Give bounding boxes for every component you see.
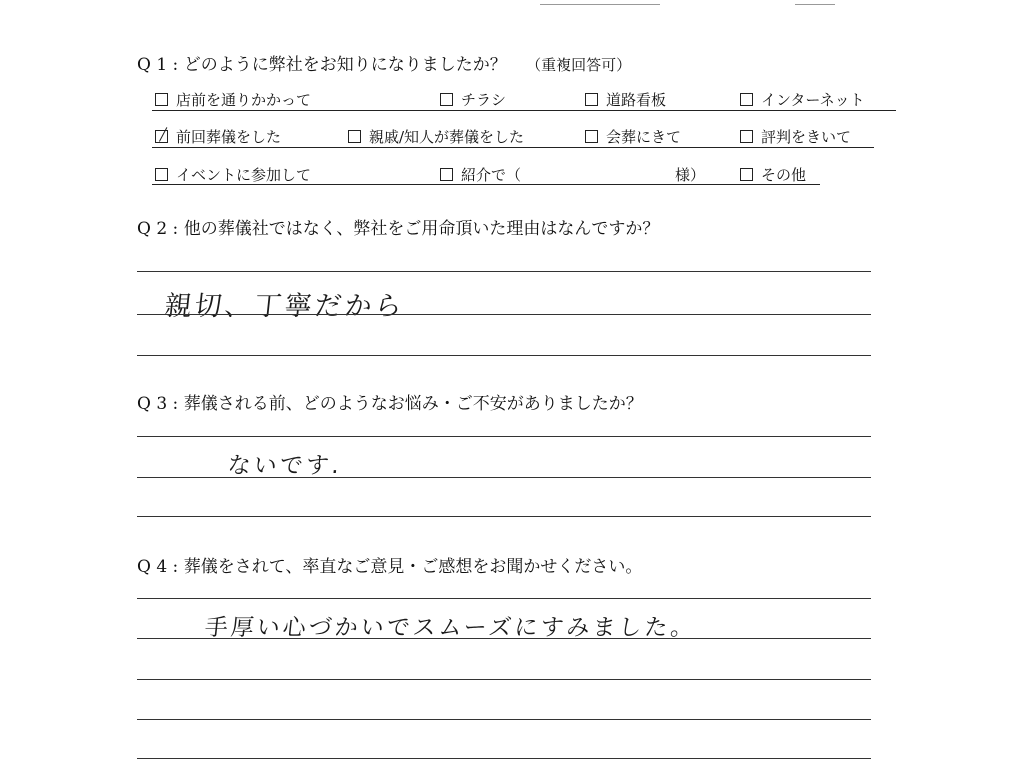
option-relative-funeral[interactable] (348, 126, 524, 147)
checkbox-icon[interactable] (585, 130, 598, 143)
question-2-label: Q 2 : (137, 219, 179, 239)
option-label: インターネット (761, 91, 865, 109)
cropped-header-fragment (540, 0, 660, 5)
checkbox-icon[interactable] (740, 93, 753, 106)
answer-line (137, 516, 871, 517)
checkbox-icon[interactable] (155, 168, 168, 181)
answer-line (137, 598, 871, 599)
option-label: イベントに参加して (176, 166, 312, 184)
option-label: 前回葬儀をした (176, 128, 282, 146)
answer-4-handwriting[interactable]: 手厚い心づかいでスムーズにすみました。 (203, 615, 698, 641)
checkbox-icon[interactable] (740, 130, 753, 143)
question-4 (137, 552, 642, 577)
checkbox-icon[interactable] (740, 168, 753, 181)
option-flyer[interactable] (440, 89, 506, 110)
option-label: その他 (761, 166, 807, 184)
option-shopfront[interactable] (155, 89, 311, 110)
answer-line (137, 719, 871, 720)
question-2-text: 他の葬儀社ではなく、弊社をご用命頂いた理由はなんですか？ (183, 219, 660, 239)
checkbox-icon[interactable] (440, 93, 453, 106)
question-1-label: Q 1 : (137, 55, 179, 75)
cropped-header-fragment (795, 0, 835, 5)
question-4-text: 葬儀をされて、率直なご意見・ご感想をお聞かせください。 (183, 557, 643, 577)
option-label: チラシ (461, 91, 507, 109)
option-internet[interactable] (740, 89, 865, 110)
option-row-underline (152, 146, 874, 148)
option-row-underline (152, 183, 820, 185)
option-road-sign[interactable] (585, 89, 666, 110)
option-label: 評判をきいて (761, 128, 852, 146)
question-1-note: （重複回答可） (526, 56, 632, 74)
option-reputation[interactable] (740, 126, 851, 147)
question-3-text: 葬儀される前、どのようなお悩み・ご不安がありましたか？ (183, 394, 643, 414)
answer-line (137, 638, 871, 639)
option-referral[interactable] (440, 164, 521, 185)
question-2 (137, 214, 659, 239)
option-event[interactable] (155, 164, 311, 185)
option-row-underline (152, 109, 896, 111)
answer-line (137, 314, 871, 315)
option-attended-funeral[interactable] (585, 126, 681, 147)
question-1 (137, 50, 631, 75)
answer-line (137, 679, 871, 680)
answer-2-handwriting[interactable]: 親切、丁寧だから (163, 291, 407, 322)
option-other[interactable] (740, 164, 806, 185)
answer-line (137, 436, 871, 437)
checkbox-icon[interactable] (585, 93, 598, 106)
answer-3-handwriting[interactable]: ないです. (226, 453, 344, 479)
checked-checkbox-icon[interactable] (155, 130, 168, 143)
answer-line (137, 355, 871, 356)
checkbox-icon[interactable] (155, 93, 168, 106)
option-label: 会葬にきて (606, 128, 682, 146)
answer-line (137, 758, 871, 759)
question-3 (137, 389, 643, 414)
question-4-label: Q 4 : (137, 557, 179, 577)
checkbox-icon[interactable] (348, 130, 361, 143)
question-1-text: どのように弊社をお知りになりましたか？ (183, 55, 507, 75)
option-label: 紹介で（ (461, 166, 522, 184)
question-3-label: Q 3 : (137, 394, 179, 414)
option-previous-funeral[interactable] (155, 126, 281, 147)
answer-line (137, 271, 871, 272)
option-label: 店前を通りかかって (176, 91, 312, 109)
option-label: 道路看板 (606, 91, 667, 109)
checkbox-icon[interactable] (440, 168, 453, 181)
referral-suffix: 様） (675, 166, 706, 184)
option-label: 親戚/知人が葬儀をした (369, 128, 525, 146)
answer-line (137, 477, 871, 478)
